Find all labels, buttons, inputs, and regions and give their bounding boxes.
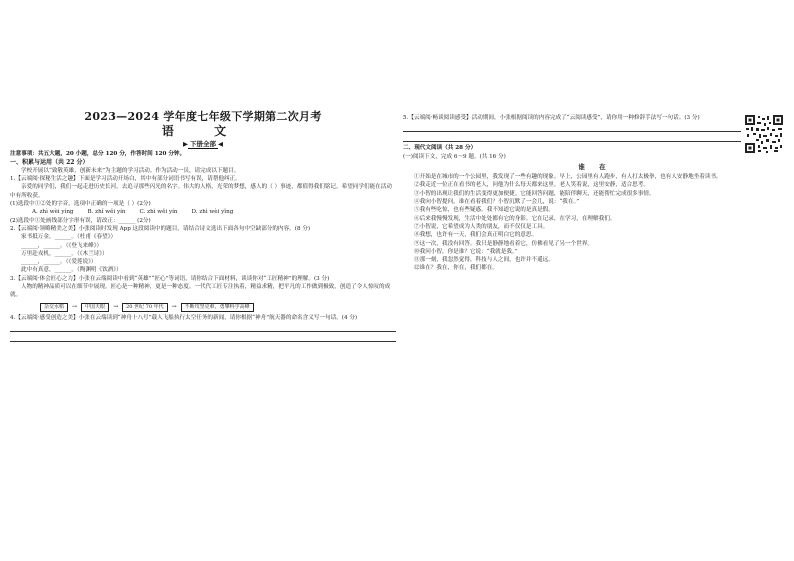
article-paragraph: ⑥后来我慢慢发现，生活中处处都有它的身影。它在记录，在学习，在理解我们。 xyxy=(414,215,616,222)
q1-body: 亲爱的同学们，我们一起走进历史长河，去追寻那些闪光的名字。伟大的人格，光荣的梦想，感人的（ ）事迹，都值得我们铭记。希望同学们能在活动中有所收获。 xyxy=(10,184,392,199)
notice: 注意事项：共五大题，20 小题，总分 120 分，作答时间 120 分钟。 xyxy=(10,151,186,158)
article-title: 谁 在 xyxy=(578,162,612,171)
left-column xyxy=(10,108,396,548)
q4-head: 4.【云端阅·感受创造之美】小张在云端读到“神舟十八号”载人飞船执行太空任务的新闻，请你根据“神舟”航天器的命名含义写一句话。(4 分) xyxy=(10,314,358,321)
scope-label: 下册全部 xyxy=(190,140,216,148)
q2-head: 2.【云端阅·领略精美之美】小张阅读时发现 App 这段阅读中的题目，请结合诗文选出下面各句中空缺部分的内容。(8 分) xyxy=(10,225,311,232)
q1-options xyxy=(10,208,396,216)
article-paragraph: ④我向小智提问，谁在看着我们？小智沉默了一会儿，说：“我在。” xyxy=(414,199,580,206)
qr-code-icon xyxy=(744,114,784,154)
article-paragraph: ①开始是在城市的一个公园里，我发现了一些有趣的现象。早上，公园里有人跑步，有人打太极拳，也有人安静地坐着读书。 xyxy=(414,174,722,181)
article-paragraph: ③小智的出现让我们的生活变得更加便捷。它能回答问题，能陪伴聊天，还能帮忙完成很多事情。 xyxy=(414,190,655,197)
arrow-icon: → xyxy=(113,302,119,310)
q3-body: 人物的精神品质可以在细节中展现。匠心是一种精神，更是一种态度。一代代工匠专注执着，精益求精，把平凡的工作做到极致，创造了令人惊叹的成就。 xyxy=(10,284,391,299)
arrow-icon: → xyxy=(72,302,78,310)
arrow-icon: → xyxy=(171,302,177,310)
q2-line: ______，______。（《爱莲说》） xyxy=(21,259,97,266)
q2-line: 万里赴戎机，______。（《木兰诗》） xyxy=(21,250,108,257)
answer-line[interactable] xyxy=(403,124,741,132)
answer-line[interactable] xyxy=(403,134,741,142)
q2-line: 家书抵万金，______。（杜甫《春望》） xyxy=(21,234,117,241)
flow-box: 杂交水稻 xyxy=(40,303,68,312)
q1-sub1: (1)选段中①②处的字音，选项中正确的一项是（ ）(2分) xyxy=(10,201,151,208)
article-paragraph: ⑨这一次，我没有回答。我只是静静地看着它，仿佛看见了另一个世界。 xyxy=(414,240,594,247)
q3-flow-boxes xyxy=(40,303,396,312)
q1-head: 1.【云端阅·探秘生活之趣】下面是学习活动开场白，其中有部分词语书写有误，请帮他纠正。 xyxy=(10,176,241,183)
flow-box: 20 世纪 70 年代 xyxy=(122,303,168,312)
flow-box: 中国天眼 xyxy=(81,303,109,312)
flow-box: 不断攻坚克难，勇攀科学高峰 xyxy=(181,303,254,312)
q1-option[interactable]: A. zhì wèi yíng xyxy=(32,209,74,216)
article-paragraph: ⑧我想，也许有一天，我们会真正明白它的意思。 xyxy=(414,232,538,239)
q5-head: 5.【云端阅·畅谈阅读感受】活动期间，小张根据阅读的内容完成了“云阅读感受”，请你用一种修辞手法写一句话。(3 分) xyxy=(403,115,700,121)
q1-option[interactable]: B. zhǐ wěi yín xyxy=(87,209,126,216)
section-2-title: 二、现代文阅读（共 28 分） xyxy=(403,145,477,152)
article-paragraph: ②我走近一位正在看书的老人，问他为什么每天都来这里。老人笑着说，这里安静，适合思考。 xyxy=(414,182,649,189)
article-paragraph: ⑪那一刻，我忽然觉得，科技与人之间，也许并不遥远。 xyxy=(414,257,554,264)
section-2-sub: (一)阅读下文，完成 6～9 题。(共 16 分) xyxy=(403,153,506,160)
q5-block xyxy=(403,114,741,142)
q1-sub2: (2)选段中①处画线部分字形有误，请改正：______ (2分) xyxy=(10,217,151,224)
q1-option[interactable]: C. zhì wěi yín xyxy=(139,209,178,216)
q3-head: 3.【云端阅·体会匠心之力】小张在云端阅读中看到“英雄”“匠心”等词语，请你结合下面材料，谈谈你对“工匠精神”的理解。(3 分) xyxy=(10,275,330,282)
subject-title: 语 文 xyxy=(161,124,245,138)
section-1-title: 一、积累与运用（共 22 分） xyxy=(10,158,89,166)
article-paragraph: ⑤我有些吃惊，也有些疑惑。我不知道它说的是真是假。 xyxy=(414,207,554,214)
right-column xyxy=(403,114,787,550)
q2-line: ______，______。（《登飞来峰》） xyxy=(21,242,103,249)
article-paragraph: ⑫谁在？我在，你在，我们都在。 xyxy=(414,265,498,272)
article-paragraph: ⑩我问小智，你是谁？它说：“我就是我。” xyxy=(414,248,518,255)
answer-line[interactable] xyxy=(10,334,396,342)
q1-option[interactable]: D. zhì wèi yǐng xyxy=(191,209,234,216)
section-1-intro: 学校开展以“致敬英雄，创新未来”为主题的学习活动。作为活动一员，请完成以下题目。 xyxy=(21,167,240,174)
exam-scope: ▶ 下册全部 ◀ xyxy=(183,140,223,148)
q2-line: 此中有真意，______。（陶渊明《饮酒》） xyxy=(21,267,122,274)
answer-line[interactable] xyxy=(10,324,396,332)
article-paragraph: ⑦小智说，它希望成为人类的朋友，而不仅仅是工具。 xyxy=(414,223,549,230)
exam-title: 2023—2024 学年度七年级下学期第二次月考 xyxy=(84,110,322,123)
